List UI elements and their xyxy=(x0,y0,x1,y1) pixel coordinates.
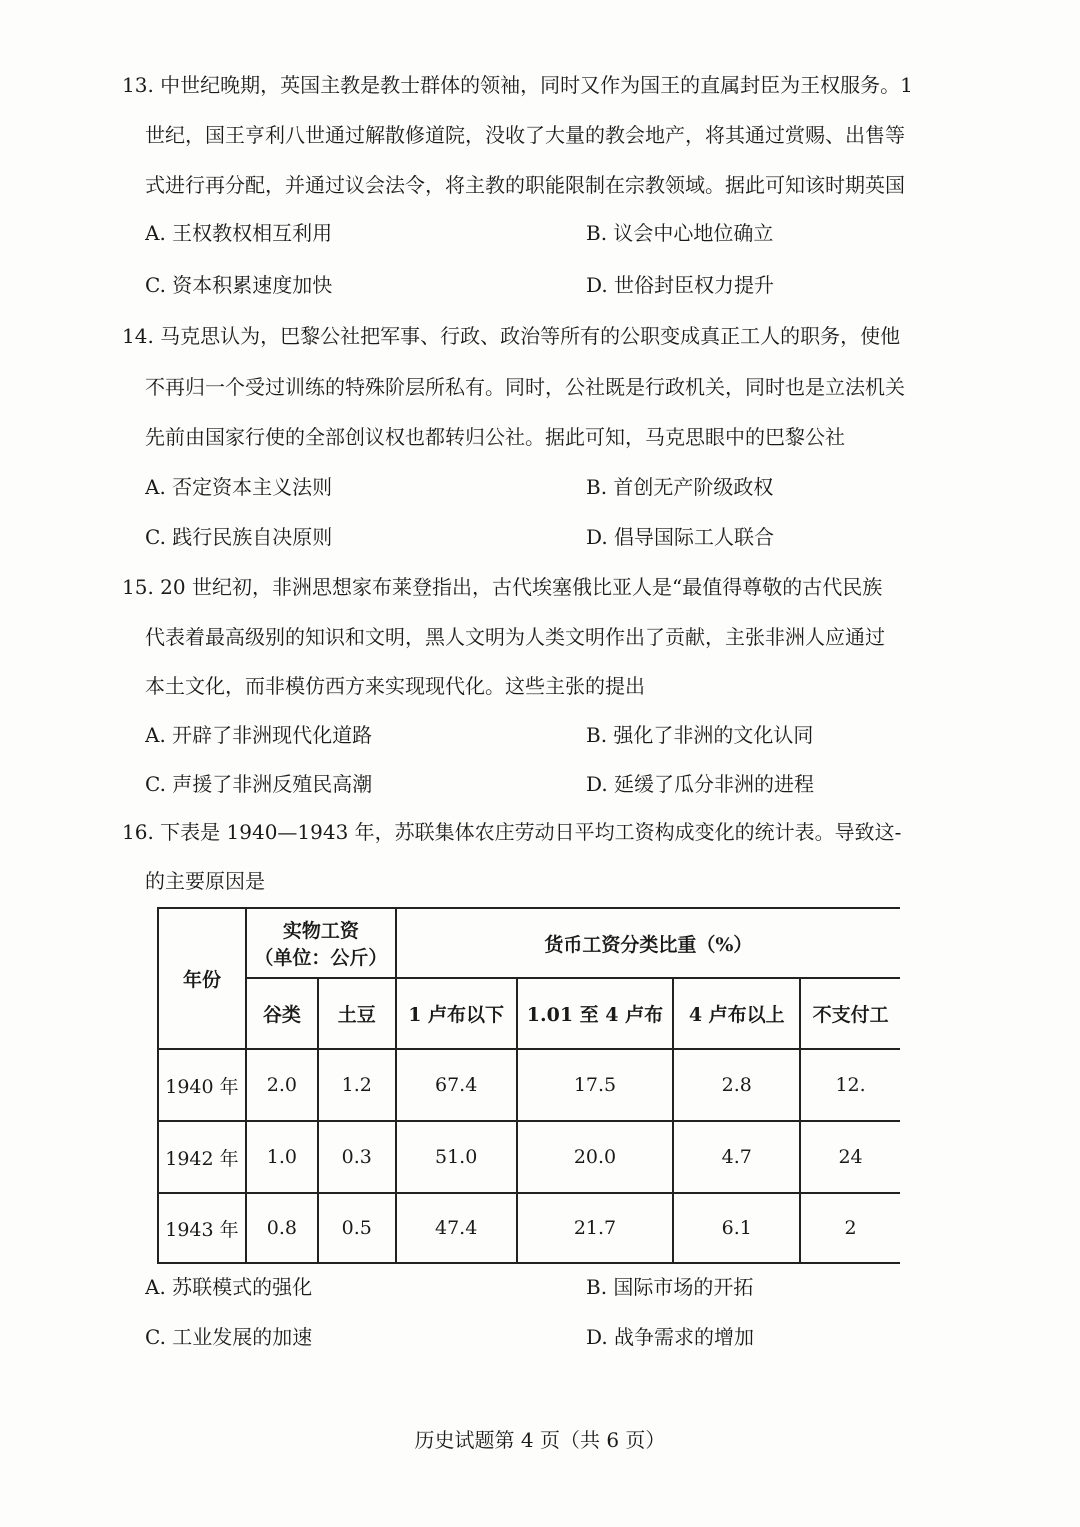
table-cell: 47.4 xyxy=(396,1193,517,1263)
year-header: 年份 xyxy=(158,908,246,1049)
table-cell: 1943 年 xyxy=(158,1193,246,1263)
wage-table xyxy=(157,907,900,1264)
answer-option[interactable]: B. 议会中心地位确立 xyxy=(586,221,774,245)
column-header: 谷类 xyxy=(246,978,318,1049)
table-cell: 4.7 xyxy=(673,1121,800,1193)
in-kind-title: 实物工资 xyxy=(282,920,359,942)
table-cell: 0.5 xyxy=(318,1193,396,1263)
column-header: 1.01 至 4 卢布 xyxy=(517,978,674,1049)
table-cell: 2.8 xyxy=(673,1049,800,1121)
question-stem-continued: 先前由国家行使的全部创议权也都转归公社。据此可知，马克思眼中的巴黎公社 xyxy=(145,425,845,449)
table-cell: 1940 年 xyxy=(158,1049,246,1121)
table-cell: 0.8 xyxy=(246,1193,318,1263)
answer-option[interactable]: B. 强化了非洲的文化认同 xyxy=(586,723,814,747)
table-row xyxy=(158,1121,900,1193)
question-stem-continued: 式进行再分配，并通过议会法令，将主教的职能限制在宗教领域。据此可知该时期英国 xyxy=(145,173,905,197)
table-cell: 12. xyxy=(800,1049,900,1121)
in-kind-header xyxy=(246,908,396,978)
table-row xyxy=(158,1193,900,1263)
column-header: 不支付工 xyxy=(800,978,900,1049)
answer-option[interactable]: A. 苏联模式的强化 xyxy=(145,1275,313,1299)
money-header: 货币工资分类比重（%） xyxy=(396,908,900,978)
table-cell: 2.0 xyxy=(246,1049,318,1121)
question-stem-continued: 本土文化，而非模仿西方来实现现代化。这些主张的提出 xyxy=(145,674,645,698)
column-header: 土豆 xyxy=(318,978,396,1049)
table-row xyxy=(158,1049,900,1121)
question-stem: 16. 下表是 1940—1943 年，苏联集体农庄劳动日平均工资构成变化的统计表。导致这- xyxy=(122,820,902,844)
answer-option[interactable]: A. 开辟了非洲现代化道路 xyxy=(145,723,373,747)
table-cell: 1.0 xyxy=(246,1121,318,1193)
question-stem-continued: 代表着最高级别的知识和文明，黑人文明为人类文明作出了贡献，主张非洲人应通过 xyxy=(145,625,885,649)
question-stem: 13. 中世纪晚期，英国主教是教士群体的领袖，同时又作为国王的直属封臣为王权服务。1 xyxy=(122,73,913,97)
answer-option[interactable]: D. 战争需求的增加 xyxy=(586,1325,755,1349)
question-stem-continued: 不再归一个受过训练的特殊阶层所私有。同时，公社既是行政机关，同时也是立法机关 xyxy=(145,375,905,399)
table-cell: 0.3 xyxy=(318,1121,396,1193)
table-cell: 2 xyxy=(800,1193,900,1263)
answer-option[interactable]: D. 倡导国际工人联合 xyxy=(586,525,775,549)
question-stem-continued: 的主要原因是 xyxy=(145,869,265,893)
table-cell: 6.1 xyxy=(673,1193,800,1263)
table-cell: 20.0 xyxy=(517,1121,674,1193)
answer-option[interactable]: D. 延缓了瓜分非洲的进程 xyxy=(586,772,815,796)
table-cell: 51.0 xyxy=(396,1121,517,1193)
table-cell: 67.4 xyxy=(396,1049,517,1121)
in-kind-unit: （单位：公斤） xyxy=(254,947,388,969)
table-cell: 1.2 xyxy=(318,1049,396,1121)
answer-option[interactable]: C. 工业发展的加速 xyxy=(145,1325,313,1349)
question-stem: 15. 20 世纪初，非洲思想家布莱登指出，古代埃塞俄比亚人是“最值得尊敬的古代民族 xyxy=(122,575,883,599)
answer-option[interactable]: D. 世俗封臣权力提升 xyxy=(586,273,775,297)
answer-option[interactable]: B. 首创无产阶级政权 xyxy=(586,475,774,499)
table-cell: 17.5 xyxy=(517,1049,674,1121)
table-cell: 21.7 xyxy=(517,1193,674,1263)
answer-option[interactable]: C. 声援了非洲反殖民高潮 xyxy=(145,772,373,796)
question-stem: 14. 马克思认为，巴黎公社把军事、行政、政治等所有的公职变成真正工人的职务，使他 xyxy=(122,324,901,348)
table-cell: 1942 年 xyxy=(158,1121,246,1193)
answer-option[interactable]: A. 王权教权相互利用 xyxy=(145,221,333,245)
answer-option[interactable]: B. 国际市场的开拓 xyxy=(586,1275,754,1299)
column-header: 1 卢布以下 xyxy=(396,978,517,1049)
question-stem-continued: 世纪，国王亨利八世通过解散修道院，没收了大量的教会地产，将其通过赏赐、出售等 xyxy=(145,123,905,147)
table-cell: 24 xyxy=(800,1121,900,1193)
answer-option[interactable]: C. 资本积累速度加快 xyxy=(145,273,333,297)
page-footer: 历史试题第 4 页（共 6 页） xyxy=(414,1428,666,1452)
answer-option[interactable]: A. 否定资本主义法则 xyxy=(145,475,333,499)
column-header: 4 卢布以上 xyxy=(673,978,800,1049)
answer-option[interactable]: C. 践行民族自决原则 xyxy=(145,525,333,549)
